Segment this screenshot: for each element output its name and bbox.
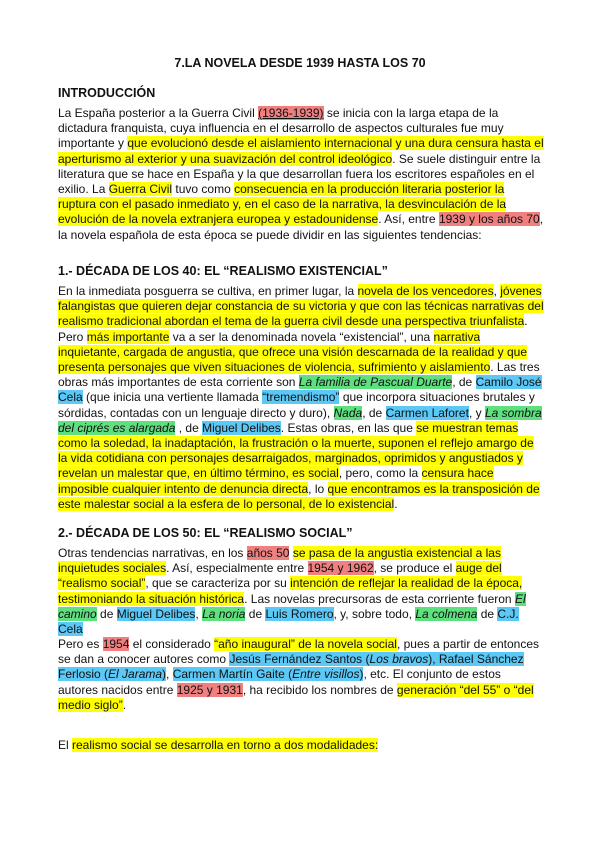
text-run: , (166, 667, 173, 682)
text-run: En la inmediata posguerra se cultiva, en primer lugar, la (58, 284, 358, 298)
highlighted-text: “tremendismo” (262, 390, 340, 405)
text-run: . Se suele distinguir entre la literatura que se hace en España y la que desarrollan fuera los escritores españoles en el exilio. La (58, 151, 541, 197)
highlighted-text: Nada (333, 405, 363, 420)
document-title: 7.LA NOVELA DESDE 1939 HASTA LOS 70 (174, 56, 426, 70)
text-run: (que inicia una vertiente llamada (82, 390, 263, 405)
highlighted-text: narrativa inquietante, cargada de angustia, que ofrece una visión descarnada de la realidad y que presenta personajes que viven situaciones de violencia, sufrimiento y aislamiento (58, 329, 528, 375)
paragraph (58, 637, 544, 713)
text-run: . Las tres obras más importantes de esta corriente son (58, 360, 540, 390)
text-run: , ha recibido los nombres de (242, 682, 397, 697)
highlighted-text: Miguel Delibes (116, 606, 196, 621)
paragraph (58, 284, 544, 512)
highlighted-text: se pasa de la angustia existencial a las inquietudes sociales (58, 546, 501, 576)
highlighted-text: más importante (86, 329, 170, 344)
highlighted-text: años 50 (246, 546, 290, 560)
highlighted-text: 1925 y 1931 (176, 682, 243, 697)
text-run: , (493, 284, 501, 298)
text-run: . Así, entre (378, 212, 439, 227)
highlighted-text: Guerra Civil (108, 182, 173, 197)
highlighted-text: La noria (202, 606, 246, 621)
text-run: , y (468, 405, 485, 420)
highlighted-text: Carmen Laforet (385, 405, 469, 420)
text-run: se inicia con la larga etapa de la dictadura franquista, cuya influencia en el desarrollo de aspectos culturales fue muy importante y (58, 106, 504, 151)
text-run: de (477, 606, 498, 621)
text-run: , lo (308, 481, 328, 496)
highlighted-text: Luis Romero (265, 606, 334, 621)
highlighted-text: Jesús Fernández Santos ( (229, 652, 370, 667)
text-run: . Pero (58, 314, 528, 344)
text-run: . (122, 697, 127, 712)
highlighted-text: Los bravos (369, 652, 429, 667)
section-heading-decada-40: 1.- DÉCADA DE LOS 40: EL “REALISMO EXISTENCIAL” (58, 264, 388, 278)
highlighted-text: El Jarama (108, 667, 163, 682)
highlighted-text: jóvenes falangistas que quieren dejar constancia de su victoria y que con las técnicas narrativas del realismo tradicional abordan el tema de la guerra civil desde una perspectiva triunfalista (58, 284, 544, 329)
section-heading-introduccion: INTRODUCCIÓN (58, 86, 156, 100)
text-run: , de (362, 405, 386, 420)
highlighted-text: ), Rafael Sánchez Ferlosio ( (58, 652, 524, 682)
text-run: que incorpora situaciones brutales y sórdidas, contadas con un lenguaje directo y duro), (58, 390, 535, 420)
text-run: , la novela española de esta época se puede dividir en las siguientes tendencias: (58, 212, 544, 242)
highlighted-text: Camilo José Cela (58, 375, 542, 405)
highlighted-text: C.J. Cela (58, 606, 519, 637)
highlighted-text: (1936-1939) (258, 106, 324, 120)
highlighted-text: 1939 y los años 70 (438, 212, 540, 227)
highlighted-text: generación “del 55” o “del medio siglo” (58, 682, 534, 712)
highlighted-text: que evolucionó desde el aislamiento internacional y una dura censura hasta el aperturismo al exterior y una suavización del control ideológico (58, 136, 544, 166)
highlighted-text: auge del “realismo social” (58, 561, 502, 591)
highlighted-text: Miguel Delibes (202, 420, 281, 435)
text-run: Otras tendencias narrativas, en los (58, 546, 247, 560)
highlighted-text: La sombra del ciprés es alargada (58, 405, 542, 435)
text-run: , de (452, 375, 476, 390)
highlighted-text: intención de reflejar la realidad de la época, testimoniando la situación histórica (58, 576, 523, 606)
highlighted-text: consecuencia en la producción literaria posterior la ruptura con el pasado inmediato y, en el caso de la narrativa, la desvinculación de la evolución de la novela extranjera europea y estadounidense (58, 182, 507, 227)
highlighted-text: Entre visillos (292, 667, 360, 682)
text-run: El (58, 738, 73, 752)
highlighted-text: La colmena (415, 606, 478, 621)
text-run: , etc. El conjunto de estos autores nacidos entre (58, 667, 501, 697)
text-run: de (96, 606, 117, 621)
highlighted-text: novela de los vencedores (357, 284, 494, 298)
highlighted-text: “año inaugural” de la novela social (214, 637, 397, 651)
highlighted-text: que encontramos es la transposición de este malestar social a la esfera de lo personal, de lo existencial (58, 481, 540, 511)
text-run: el considerado (129, 637, 215, 651)
text-run: , y, sobre todo, (333, 606, 416, 621)
highlighted-text: Carmen Martín Gaite ( (172, 667, 293, 682)
highlighted-text: se muestran temas como la soledad, la inadaptación, la frustración o la muerte, suponen el reflejo amargo de la vida cotidiana con personajes desarraigados, marginados, oprimidos y angustiados y revelan un malestar que, en último término, es social (58, 420, 534, 481)
text-run: , se produce el (373, 561, 456, 576)
section-heading-decada-50: 2.- DÉCADA DE LOS 50: EL “REALISMO SOCIAL” (58, 526, 353, 540)
highlighted-text: ) (359, 667, 364, 682)
text-run: , (195, 606, 203, 621)
highlighted-text: La familia de Pascual Duarte (298, 375, 453, 390)
highlighted-text: 1954 (102, 637, 130, 651)
text-run: . Así, especialmente entre (166, 561, 308, 576)
text-run: La España posterior a la Guerra Civil (58, 106, 259, 120)
highlighted-text: ) (162, 667, 167, 682)
text-run: tuvo como (172, 182, 235, 197)
text-run: , que se caracteriza por su (145, 576, 291, 591)
text-run: . (394, 496, 398, 511)
text-run: de (245, 606, 266, 621)
highlighted-text: realismo social se desarrolla en torno a dos modalidades: (72, 738, 379, 752)
paragraph (58, 546, 544, 637)
text-run: Pero es (58, 637, 103, 651)
text-run: , pues a partir de entonces se dan a conocer autores como (58, 637, 540, 667)
text-run: . Las novelas precursoras de esta corriente fueron (244, 591, 515, 606)
highlighted-text: censura hace imposible cualquier intento de denuncia directa (58, 466, 494, 496)
text-run: . Estas obras, en las que (280, 420, 417, 435)
text-run: , de (175, 420, 203, 435)
highlighted-text: El camino (58, 591, 526, 621)
text-run: va a ser la denominada novela “existencial”, una (169, 329, 434, 344)
paragraph (58, 106, 544, 243)
highlighted-text: 1954 y 1962 (307, 561, 374, 576)
text-run: , pero, como la (338, 466, 422, 481)
paragraph (58, 738, 544, 753)
